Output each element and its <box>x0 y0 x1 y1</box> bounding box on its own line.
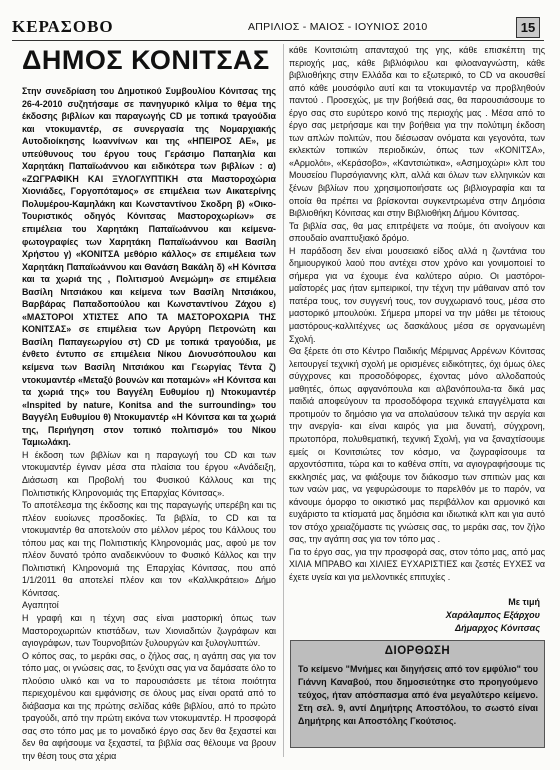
left-column <box>22 85 276 761</box>
paragraph: Η παράδοση δεν είναι μουσειακό είδος αλλά η ζωντάνια του δημιουργικού λαού που αντέχει στον χρόνο και γονιμοποιεί το σήμερα για να έχουμε ένα καλύτερο αύριο. Οι μαστόροι-μαΐστορές μας ήταν εμπειρικοί, την τέχνη την μάθαιναν από τον πατέρα τους, τον συγγενή τους, τον συγχωριανό τους, μέσα στο μαστορικό μπουλούκι. Σήμερα μπορεί να την μάθει με τέτοιους μαστόρους-καλλιτέχνες ως δασκάλους μέσα σε οργανωμένη Σχολή. <box>289 245 545 344</box>
paragraph: Το αποτέλεσμα της έκδοσης και της παραγωγής υπερέβη και τις πλέον ευοίωνες προσδοκίες. Τα βιβλία, το CD και τα ντοκυμαντέρ θα αποτελούν στο μέλλον μέρος του Κάλλους του τόπου μας και της Πολιτιστικής Κληρονομιάς μας, αφού με τον πλέον δυνατό τρόπο αναδεικνύουν το Φυσικό Κάλλος και την Πολιτιστική Κληρονομιά της Επαρχίας Κόνιτσας, που από 1/1/2011 θα αποτελεί πλέον και τον «Καλλικράτειο» Δήμο Κόνιτσας. <box>22 500 276 598</box>
paragraph: Θα ξέρετε ότι στο Κέντρο Παιδικής Μέριμνας Αρρένων Κόνιτσας λειτουργεί τεχνική σχολή με ορισμένες ειδικότητες, όχι όμως όλες σύγχρονες και προσοδόφορες, έχοντας μόνο αλλοδαπούς μαθητές, όπως αφγανόπουλα και αλβανόπουλα-τα δικά μας παιδιά αποφεύγουν τα προσοδόφορα τεχνικά επαγγέλματα και προτιμούν το δημόσιο για να απολαύσουν τελικά την αεργία και την ανεργία- και είναι καιρός για μια δυνατή, σύγχρονη, πρωτοπόρα, πολυθεματική, τεχνική Σχολή, για να ξαναχτίσουμε εμείς οι Κονιτσιώτες τον κόσμο, να ζωγραφίσουμε τα αρχοντόσπιτα, τώρα και το καθένα σπίτι, να αγιογραφήσουμε τις εκκλησιές μας, να φιάξουμε τον διάκοσμο των σπιτιών μας και των ναών μας, να γεφυρώσουμε το παρελθόν με το παρόν, να κάνουμε όμορφο το οικιστικό μας περιβάλλον και αρμονικό και ευχάριστο τα κτίσματά μας δημόσια και ιδιωτικά κλπ και για αυτό τον στόχο χρειαζόμαστε τις γνώσεις σας, το μεράκι σας, τον ζήλο σας, την αγάπη σας για τον τόπο μας . <box>289 346 545 545</box>
signature-block <box>380 596 540 635</box>
signature-name: Χαράλαμπος Εξάρχου <box>445 610 540 620</box>
paragraph: Η γραφή και η τέχνη σας είναι μαστορική όπως των Μαστοροχωριτών κτιστάδων, των Χιονιαδιτών ζωγράφων και αγιογράφων, των Τουρνοβιτών ξυλουργών και ξυλογλυπτών. <box>22 612 276 649</box>
article-lead: Στην συνεδρίαση του Δημοτικού Συμβουλίου Κόνιτσας της 26-4-2010 συζητήσαμε σε πανηγυρικό κλίμα το θέμα της έκδοσης βιβλίων και παραγωγής CD με τοπικά τραγούδια και ντοκυμαντέρ, σε συνεργασία της Νομαρχιακής Αυτοδιοίκησης Ιωαννίνων και της «ΗΠΕΙΡΟΣ ΑΕ», με υπεύθυνους του έργου τους Γεράσιμο Παπαηλία και Χαρητάκη Παπαϊωάννου και ειδικότερα των βιβλίων : α) «ΖΩΓΡΑΦΙΚΗ ΚΑΙ ΞΥΛΟΓΛΥΠΤΙΚΗ στα Μαστοροχώρια Χιονιάδες, Γοργοπόταμος» σε επιμέλεια των Αικατερίνης Πολυμέρου-Καμηλάκη και Κωνσταντίνου Σκοδρη β) «Οικο-Τουριστικός οδηγός Κόνιτσας Μαστοροχωρίων» σε επιμέλεια του Χαρητάκη Παπαϊωάννου και κείμενα-φωτογραφίες των Χαρητάκη Παπαϊωάννου και Βασίλη Χρήστου γ) «ΚΟΝΙΤΣΑ μεθόριο κάλλος» σε επιμέλεια των Χαρητάκη Παπαϊωάννου και Θανάση Βακάλη δ) «Η Κόνιτσα και τα χωριά της , Πολιτισμού Ανεμώμη» σε επιμέλεια Βασίλη Νιτσιάκου και κείμενα των Βασίλη Νιτσιάκου, Βαρβάρας Παπαδοπούλου και Κωνσταντίνου Ζάχου ε) «ΜΑΣΤΟΡΟΙ ΧΤΙΣΤΕΣ ΑΠΟ ΤΑ ΜΑΣΤΟΡΟΧΩΡΙΑ ΤΗΣ ΚΟΝΙΤΣΑΣ» σε επιμέλεια των Αργύρη Πετρονώτη και Βασίλη Παπαγεωργίου στ) CD με τοπικά τραγούδια, με ένθετο έντυπο σε επιμέλεια Νίκου Διονυσόπουλου και κείμενα των Βασίλη Νιτσιάκου και Γεωργίας Τέντα ζ) ντοκυμαντέρ «Μεταξύ βουνών και ποταμών» «Η Κόνιτσα και τα χωριά της» του Βαγγέλη Ευθυμίου η) Ντοκυμαντέρ «Inspited by nature, Konitsa and the surrounding» του Βαγγέλη Ευθυμίου θ) Ντοκυμαντέρ «Η Κόνιτσα και τα χωριά της, Περιήγηση στον τοπικό πολιτισμό» του Νίκου Ταμιωλάκη. <box>22 86 276 448</box>
correction-box <box>290 640 545 748</box>
paragraph: Τα βιβλία σας, θα μας επιτρέψετε να πούμε, ότι ανοίγουν και σπουδαίο αναπτυξιακό δρόμο. <box>289 220 545 244</box>
signature-role: Δήμαρχος Κόνιτσας <box>455 623 540 633</box>
column-divider <box>283 44 284 757</box>
paragraph: κάθε Κονιτσιώτη απανταχού της γης, κάθε επισκέπτη της περιοχής μας, κάθε βιβλιόφιλου και φιλοαναγνώστη, κάθε βιβλιοθήκης στην Ελλάδα και το εξωτερικό, το CD να ακουσθεί από κάθε μουσόφιλο αυτί και τα ντοκυμαντέρ να προβληθούν παντού . Προσεχώς, με την βοήθειά σας, θα παρουσιάσουμε το έργο σας στο ευρύτερο κοινό της περιοχής μας . Μέσα από το έργο σας μετρήσαμε και την βοήθεια για την πολύτιμη έκδοση των απλών πολιτών, που διέσωσαν ονόματα και γεγονότα, των εκλεκτών τοπικών περιοδικών, όπως των «ΚΟΝΙΤΣΑ», «Αρμολόι», «Κεράσοβο», «Καντσιώτικα», «Ασημοχώρι» κλπ του Μουσείου Πυρσόγιαννης κλπ, αλλά και όλων των ελληνικών και ξένων βιβλίων που χρησιμοποιήσατε ως βιβλιογραφία και τα οποία θα πρέπει να βρίσκονται συγκεντρωμένα στην Δημόσια Βιβλιοθήκη Κόνιτσας και στην Βιβλιοθήκη Δήμου Κόνιτσας. <box>289 45 545 219</box>
header-rule <box>12 40 544 41</box>
article-title: ΔΗΜΟΣ ΚΟΝΙΤΣΑΣ <box>22 45 270 75</box>
publication-logo: ΚΕΡΑΣΟΒΟ <box>12 17 114 36</box>
issue-date: ΑΠΡΙΛΙΟΣ - ΜΑΙΟΣ - ΙΟΥΝΙΟΣ 2010 <box>248 21 428 33</box>
paragraph: Ο κόπος σας, το μεράκι σας, ο ζήλος σας, η αγάπη σας για τον τόπο μας, οι γνώσεις σας, το ξενύχτι σας για να δαμάσατε όλο το πλούσιο υλικό και να το παρουσιάσετε με τέτοια ποιότητα περιεχομένου και εμφάνισης σε όλους μας είναι ορατά από το διάβασμα και της πρώτης σελίδας κάθε βιβλίου, από το πρώτο τραγούδι, από την πρώτη εικόνα των ντοκυμαντέρ. Η προσφορά σας στο τόπο μας με το μοναδικό έργο σας δεν θα ξεχαστεί και δεν θα αφήσουμε να ξεχαστεί, τα βιβλία σας θέλουμε να βρουν την θέση τους στα χέρια <box>22 650 276 761</box>
right-column <box>289 44 545 584</box>
correction-title: ΔΙΟΡΘΩΣΗ <box>384 645 451 657</box>
correction-text: Το κείμενο "Μνήμες και διηγήσεις από τον εμφύλιο" του Γιάννη Καναβού, που δημοσιεύτηκε στο προηγούμενο τεύχος, ήταν απόσπασμα από ένα μεγαλύτερο κείμενο. Στη σελ. 9, αντί Δημήτρης Αποστόλου, το σωστό είναι Δημήτρης και Αποστόλης Γκούτσιος. <box>298 664 538 726</box>
page-number: 15 <box>516 17 540 38</box>
page-header <box>12 17 540 39</box>
paragraph: Για το έργο σας, για την προσφορά σας, στον τόπο μας, από μας ΧΙΛΙΑ ΜΠΡΑΒΟ και ΧΙΛΙΕΣ ΕΥΧΑΡΙΣΤΙΕΣ και ζεστές ΕΥΧΕΣ να έχετε υγεία και για μελλοντικές επιτυχίες . <box>289 546 545 582</box>
paragraph: Η έκδοση των βιβλίων και η παραγωγή του CD και των ντοκυμαντέρ έγιναν μέσα στα πλαίσια του έργου «Ανάδειξη, Διάσωση και Προβολή του Φυσικού Κάλλους και της Πολιτιστικής Κληρονομιάς της Επαρχίας Κόνιτσας». <box>22 449 276 498</box>
signature-closing: Με τιμή <box>508 597 540 607</box>
paragraph: Αγαπητοί <box>22 600 59 611</box>
